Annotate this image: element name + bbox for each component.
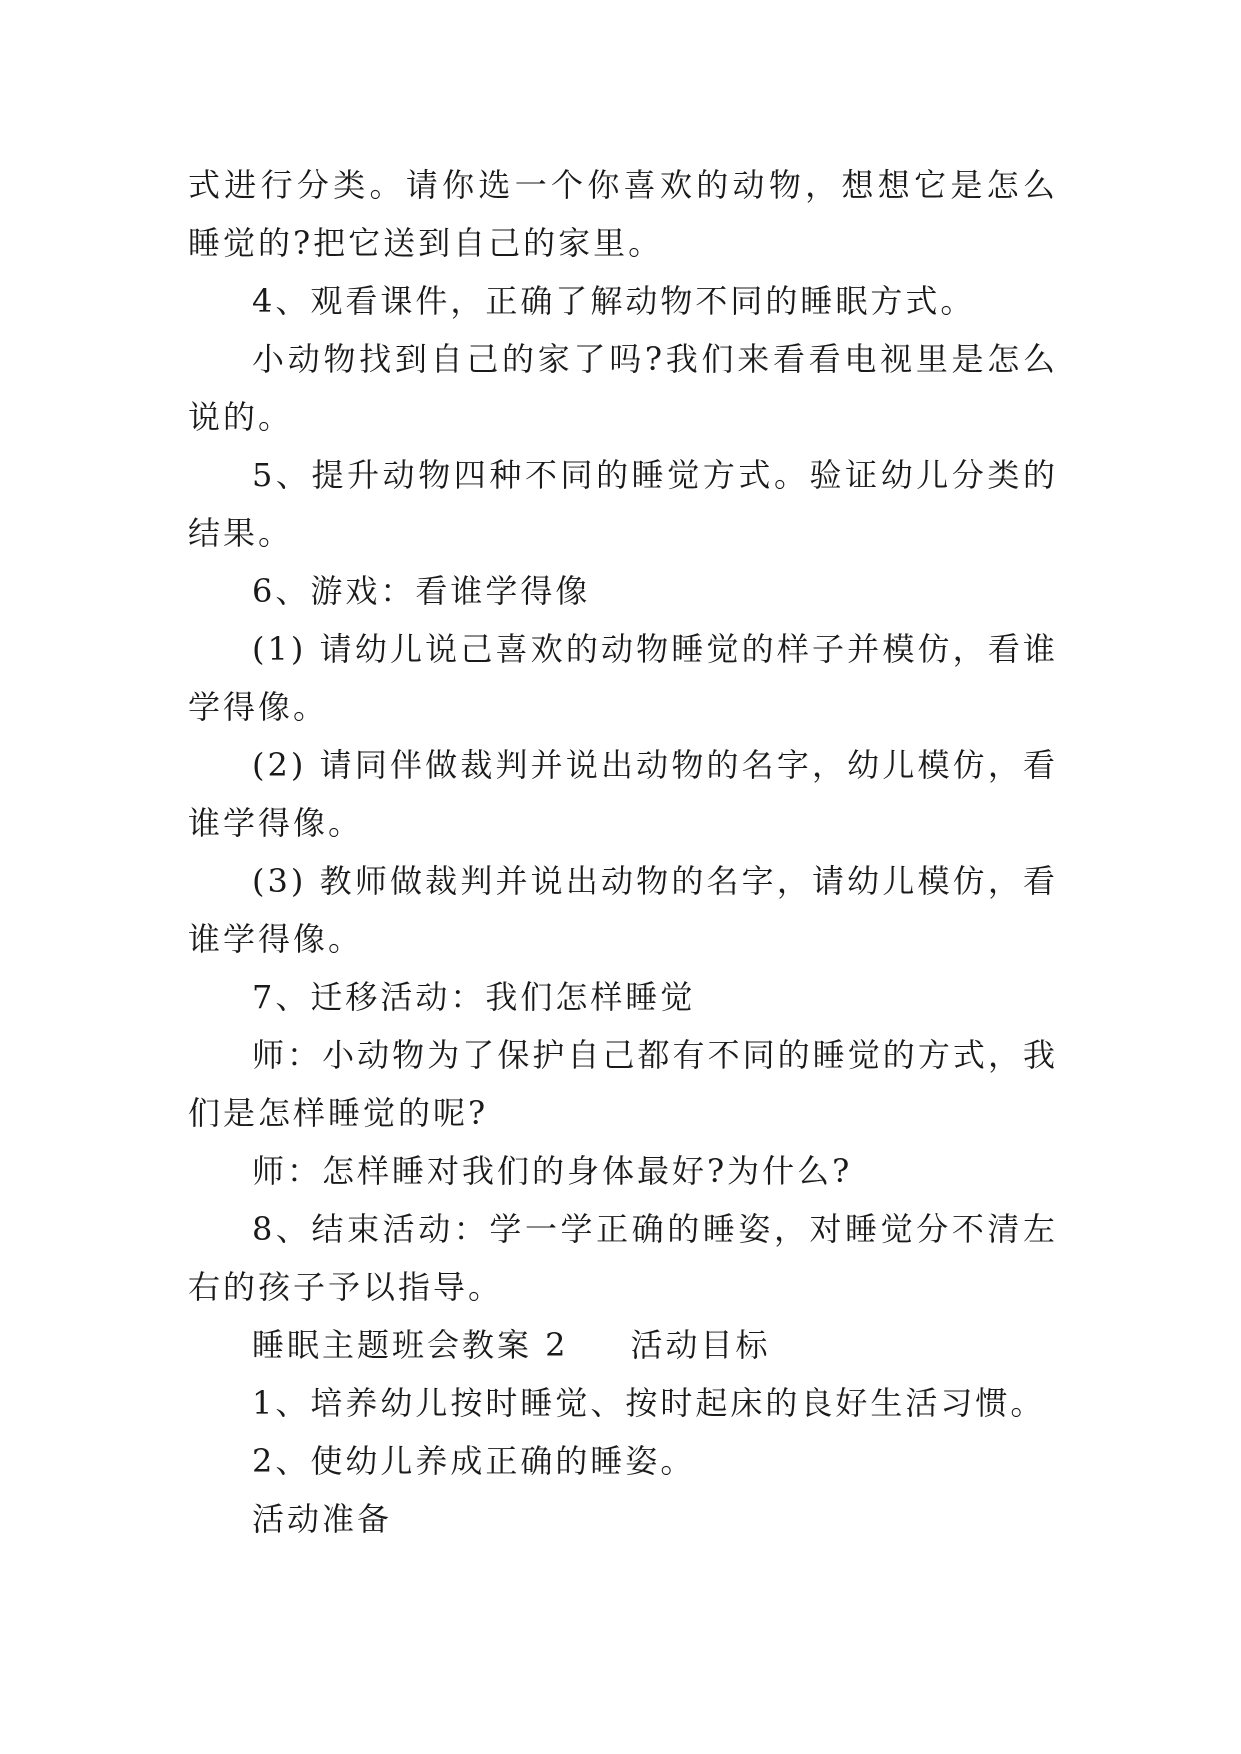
paragraph-6: (1) 请幼儿说己喜欢的动物睡觉的样子并模仿，看谁学得像。 — [188, 630, 1058, 726]
paragraph-7: (2) 请同伴做裁判并说出动物的名字，幼儿模仿，看谁学得像。 — [188, 746, 1058, 842]
paragraph-5: 6、游戏：看谁学得像 — [252, 572, 591, 610]
paragraph-14: 1、培养幼儿按时睡觉、按时起床的良好生活习惯。 — [252, 1384, 1046, 1422]
section-heading-line — [188, 1316, 1058, 1374]
section-heading-preparation: 活动准备 — [252, 1500, 393, 1538]
paragraph-1: 式进行分类。请你选一个你喜欢的动物，想想它是怎么睡觉的?把它送到自己的家里。 — [188, 166, 1058, 262]
paragraph-15: 2、使幼儿养成正确的睡姿。 — [252, 1442, 696, 1480]
lesson-plan-title: 睡眠主题班会教案 2 — [252, 1326, 569, 1364]
paragraph-4: 5、提升动物四种不同的睡觉方式。验证幼儿分类的结果。 — [188, 456, 1058, 552]
paragraph-8: (3) 教师做裁判并说出动物的名字，请幼儿模仿，看谁学得像。 — [188, 862, 1058, 958]
section-heading-objectives: 活动目标 — [630, 1326, 771, 1364]
paragraph-10: 师：小动物为了保护自己都有不同的睡觉的方式，我们是怎样睡觉的呢? — [188, 1036, 1058, 1132]
paragraph-11: 师：怎样睡对我们的身体最好?为什么? — [252, 1152, 853, 1190]
paragraph-9: 7、迁移活动：我们怎样睡觉 — [252, 978, 696, 1016]
paragraph-12: 8、结束活动：学一学正确的睡姿，对睡觉分不清左右的孩子予以指导。 — [188, 1210, 1058, 1306]
paragraph-3: 小动物找到自己的家了吗?我们来看看电视里是怎么说的。 — [188, 340, 1058, 436]
document-body — [188, 156, 1058, 1548]
paragraph-2: 4、观看课件，正确了解动物不同的睡眠方式。 — [252, 282, 976, 320]
